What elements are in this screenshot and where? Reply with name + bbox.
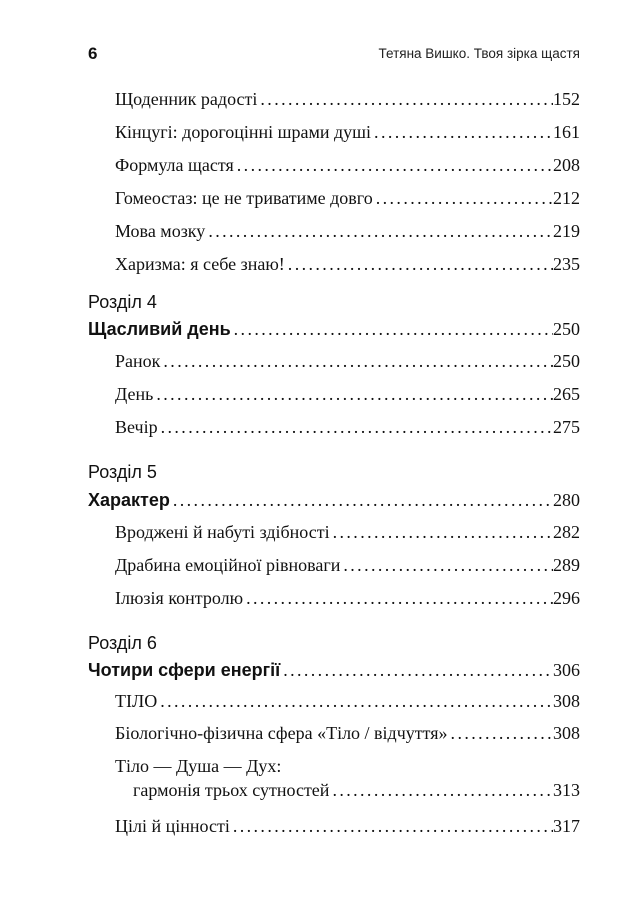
toc-entry-page: 308 (553, 691, 580, 711)
leader-dots (329, 779, 553, 801)
leader-dots (160, 350, 553, 372)
leader-dots (340, 554, 553, 576)
leader-dots (157, 690, 553, 712)
toc-entry-title-line2: гармонія трьох сутностей (133, 780, 330, 800)
toc-entry-page: 313 (553, 780, 580, 800)
toc-entry-page: 212 (553, 188, 580, 208)
toc-entry-page: 308 (553, 723, 580, 743)
toc-entry[interactable] (115, 350, 580, 372)
section-label: Розділ 5 (88, 462, 157, 482)
toc-entry[interactable] (115, 521, 580, 543)
leader-dots (371, 121, 553, 143)
toc-entry[interactable] (115, 690, 580, 712)
toc-entry-page: 296 (553, 588, 580, 608)
chapter-page: 250 (553, 319, 580, 339)
toc-entry-title: Біологічно-фізична сфера «Тіло / відчуття» (115, 723, 448, 743)
chapter-page: 306 (553, 660, 580, 680)
toc-entry-title: Формула щастя (115, 155, 234, 175)
toc-entry-title: Кінцугі: дорогоцінні шрами душі (115, 122, 372, 142)
section-label: Розділ 4 (88, 292, 157, 312)
leader-dots (205, 220, 553, 242)
toc-entry-page: 289 (553, 555, 580, 575)
toc-entry-title: Щоденник радості (115, 89, 258, 109)
toc-entry-page: 152 (553, 89, 580, 109)
toc-entry-title-line1[interactable]: Тіло — Душа — Дух: (115, 756, 282, 776)
toc-entry[interactable] (115, 253, 580, 275)
chapter-title: Щасливий день (88, 319, 231, 339)
leader-dots (280, 659, 553, 681)
toc-entry-title: ТІЛО (115, 691, 158, 711)
chapter-title: Характер (88, 490, 170, 510)
toc-entry-title: Вроджені й набуті здібності (115, 522, 330, 542)
toc-entry[interactable] (115, 383, 580, 405)
toc-entry-page: 317 (553, 816, 580, 836)
toc-entry-title: Цілі й цінності (115, 816, 230, 836)
toc-entry-title: Ранок (115, 351, 161, 371)
chapter-entry[interactable] (88, 489, 580, 511)
leader-dots (230, 815, 553, 837)
chapter-title: Чотири сфери енергії (88, 660, 281, 680)
toc-entry[interactable] (115, 815, 580, 837)
toc-entry-page: 275 (553, 417, 580, 437)
toc-entry-page: 235 (553, 254, 580, 274)
leader-dots (153, 383, 553, 405)
toc-entry[interactable] (133, 779, 580, 801)
toc-entry[interactable] (115, 220, 580, 242)
toc-entry-title: Вечір (115, 417, 158, 437)
chapter-entry[interactable] (88, 659, 580, 681)
toc-entry[interactable] (115, 416, 580, 438)
toc-entry-page: 219 (553, 221, 580, 241)
toc-entry-page: 161 (553, 122, 580, 142)
leader-dots (243, 587, 553, 609)
toc-entry[interactable] (115, 554, 580, 576)
leader-dots (231, 318, 553, 340)
chapter-entry[interactable] (88, 318, 580, 340)
toc-entry-title: Ілюзія контролю (115, 588, 244, 608)
toc-entry-title: Мова мозку (115, 221, 206, 241)
page-number: 6 (88, 44, 98, 63)
toc-entry-page: 250 (553, 351, 580, 371)
toc-entry-page: 265 (553, 384, 580, 404)
toc-entry-page: 282 (553, 522, 580, 542)
toc-entry-title: Гомеостаз: це не триватиме довго (115, 188, 373, 208)
chapter-page: 280 (553, 490, 580, 510)
toc-entry[interactable] (115, 187, 580, 209)
leader-dots (285, 253, 553, 275)
leader-dots (330, 521, 553, 543)
toc-entry-title: День (115, 384, 154, 404)
leader-dots (257, 88, 553, 110)
leader-dots (158, 416, 553, 438)
toc-entry[interactable] (115, 121, 580, 143)
toc-entry-title: Драбина емоційної рівноваги (115, 555, 341, 575)
toc-entry-page: 208 (553, 155, 580, 175)
toc-entry[interactable] (115, 587, 580, 609)
toc-entry[interactable] (115, 154, 580, 176)
leader-dots (373, 187, 553, 209)
toc-entry-title: Харизма: я себе знаю! (115, 254, 285, 274)
toc-entry[interactable] (115, 88, 580, 110)
leader-dots (234, 154, 553, 176)
leader-dots (170, 489, 553, 511)
leader-dots (448, 722, 553, 744)
running-title: Тетяна Вишко. Твоя зірка щастя (378, 46, 580, 61)
toc-entry[interactable] (115, 722, 580, 744)
section-label: Розділ 6 (88, 633, 157, 653)
